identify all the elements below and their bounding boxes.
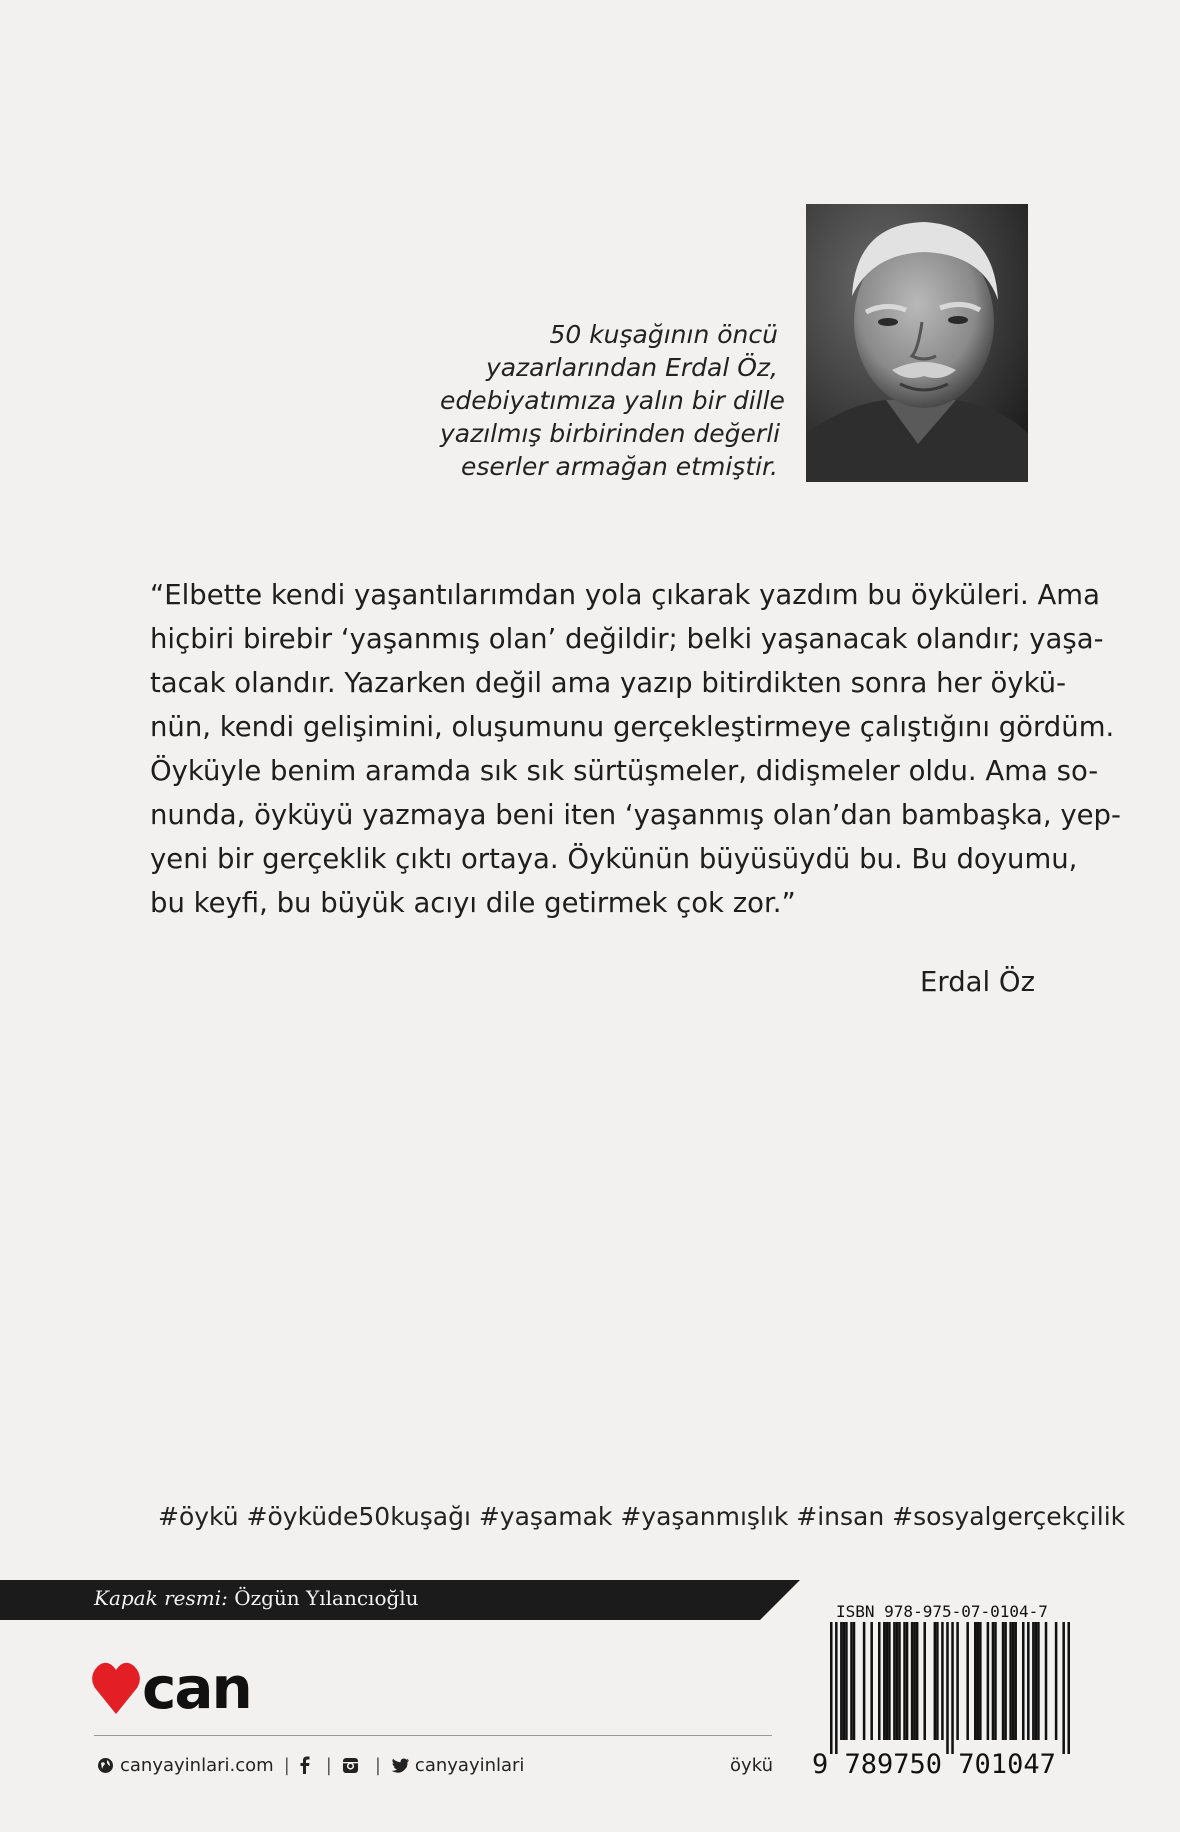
author-portrait xyxy=(806,204,1028,482)
twitter-icon[interactable] xyxy=(391,1758,409,1773)
isbn-label: ISBN 978-975-07-0104-7 xyxy=(836,1602,1048,1621)
quote-line: tacak olandır. Yazarken değil ama yazıp bitirdikten sonra her öykü- xyxy=(150,667,1066,699)
separator: | xyxy=(374,1754,381,1776)
barcode-digits: 9 789750 701047 xyxy=(812,1749,1056,1780)
bio-line: 50 kuşağının öncü xyxy=(549,320,778,349)
barcode-bar xyxy=(992,1622,995,1740)
barcode-bar xyxy=(1055,1622,1058,1740)
cover-credit-name: Özgün Yılancıoğlu xyxy=(234,1586,419,1610)
quote-line: nunda, öyküyü yazmaya beni iten ‘yaşanmış olan’dan bambaşka, yep- xyxy=(150,799,1121,831)
quote-line: hiçbiri birebir ‘yaşanmış olan’ değildir; belki yaşanacak olandır; yaşa- xyxy=(150,623,1104,655)
barcode-bar xyxy=(1037,1622,1040,1740)
separator: | xyxy=(325,1754,332,1776)
social-handle[interactable]: canyayinlari xyxy=(414,1754,525,1776)
bio-line: yazarlarından Erdal Öz, xyxy=(485,353,778,382)
quote-line: yeni bir gerçeklik çıktı ortaya. Öykünün büyüsüydü bu. Bu doyumu, xyxy=(150,843,1078,875)
cover-credit xyxy=(94,1586,419,1610)
barcode-bar xyxy=(840,1622,843,1740)
barcode-bar xyxy=(987,1622,990,1740)
barcode-bar xyxy=(1035,1622,1038,1740)
barcode-bar xyxy=(1004,1622,1007,1740)
barcode-bar xyxy=(1045,1622,1048,1740)
barcode-bar xyxy=(883,1622,886,1740)
barcode-bar xyxy=(878,1622,881,1740)
barcode-bar xyxy=(1067,1622,1070,1754)
barcode-bar xyxy=(916,1622,919,1740)
facebook-icon[interactable] xyxy=(300,1756,310,1774)
heart-icon xyxy=(92,1663,140,1714)
barcode-bar xyxy=(1032,1622,1035,1740)
quote-line: nün, kendi gelişimini, oluşumunu gerçekleştirmeye çalıştığını gördüm. xyxy=(150,711,1115,743)
barcode-bar xyxy=(850,1622,853,1740)
barcode-bar xyxy=(911,1622,914,1740)
footer-divider xyxy=(94,1735,772,1736)
quote-block xyxy=(150,573,1121,925)
barcode-bar xyxy=(870,1622,873,1740)
barcode-bar xyxy=(941,1622,944,1740)
barcode-bar xyxy=(979,1622,982,1740)
separator: | xyxy=(283,1754,290,1776)
barcode-bar xyxy=(898,1622,901,1740)
logo-text: can xyxy=(142,1658,251,1718)
barcode-bar xyxy=(966,1622,969,1740)
barcode-bar xyxy=(936,1622,939,1740)
publisher-logo[interactable] xyxy=(92,1658,292,1718)
barcode-bar xyxy=(893,1622,896,1740)
barcode-bar xyxy=(906,1622,909,1740)
barcode-bar xyxy=(845,1622,848,1740)
instagram-icon[interactable] xyxy=(342,1757,359,1774)
author-photo xyxy=(806,204,1028,482)
barcode-bar xyxy=(843,1622,846,1740)
quote-line: Öyküyle benim aramda sık sık sürtüşmeler, didişmeler oldu. Ama so- xyxy=(150,755,1099,787)
barcode-bar xyxy=(934,1622,937,1740)
barcode-bar xyxy=(1002,1622,1005,1740)
barcode-bar xyxy=(956,1622,959,1740)
barcode-bar xyxy=(863,1622,866,1740)
bio-line: yazılmış birbirinden değerli xyxy=(440,419,781,448)
barcode-bar xyxy=(1022,1622,1025,1740)
barcode-bar xyxy=(1027,1622,1030,1740)
barcode-bar xyxy=(886,1622,889,1740)
barcode-bar xyxy=(896,1622,899,1740)
bio-line: eserler armağan etmiştir. xyxy=(460,452,778,481)
barcode-bar xyxy=(835,1622,838,1754)
author-bio xyxy=(440,318,785,483)
barcode-bar xyxy=(853,1622,856,1740)
barcode-bar xyxy=(946,1622,949,1754)
barcode-bar xyxy=(974,1622,977,1740)
genre-label: öykü xyxy=(730,1754,773,1776)
barcode-bar xyxy=(1062,1622,1065,1754)
barcode-bar xyxy=(951,1622,954,1754)
quote-line: bu keyfi, bu büyük acıyı dile getirmek çok zor.” xyxy=(150,887,796,919)
barcode-bar xyxy=(903,1622,906,1740)
barcode-bar xyxy=(830,1622,833,1754)
barcode-bar xyxy=(1009,1622,1012,1740)
hashtags: #öykü #öyküde50kuşağı #yaşamak #yaşanmışlık #insan #sosyalgerçekçilik xyxy=(158,1502,1126,1531)
publisher-footer xyxy=(97,1752,777,1778)
barcode-bar xyxy=(1014,1622,1017,1740)
barcode-bar xyxy=(923,1622,926,1740)
barcode-bar xyxy=(994,1622,997,1740)
barcode-bar xyxy=(913,1622,916,1740)
website-link[interactable]: canyayinlari.com xyxy=(120,1754,274,1776)
barcode-bar xyxy=(1012,1622,1015,1740)
quote-line: “Elbette kendi yaşantılarımdan yola çıkarak yazdım bu öyküleri. Ama xyxy=(150,579,1100,611)
barcode-bar xyxy=(977,1622,980,1740)
bio-line: edebiyatımıza yalın bir dille xyxy=(440,386,785,415)
quote-author: Erdal Öz xyxy=(920,966,1035,998)
globe-icon xyxy=(97,1757,114,1774)
barcode xyxy=(830,1622,1070,1754)
cover-credit-label: Kapak resmi: xyxy=(94,1586,228,1610)
barcode-bar xyxy=(888,1622,891,1740)
